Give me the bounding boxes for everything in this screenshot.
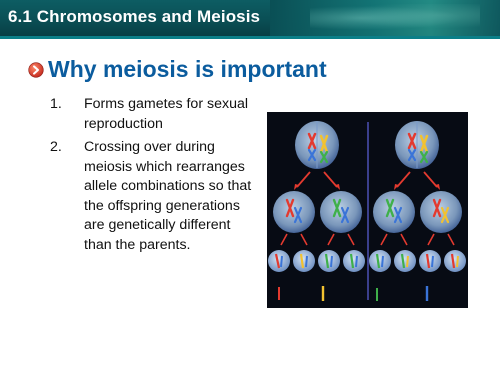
header-banner-image xyxy=(270,0,500,36)
list-item-number: 2. xyxy=(50,139,62,155)
list-item-text: Crossing over during meiosis which rearranges allele combinations so that the offspring generations are genetically different than the parents. xyxy=(84,139,252,253)
daughter-cell xyxy=(320,191,362,233)
list-item-text: Forms gametes for sexual reproduction xyxy=(84,96,249,132)
list-item xyxy=(50,138,255,255)
daughter-cell xyxy=(373,191,415,233)
reasons-list xyxy=(50,95,255,259)
circle-arrow-icon xyxy=(28,62,44,78)
chapter-title: 6.1 Chromosomes and Meiosis xyxy=(8,7,261,26)
gamete-cells-right xyxy=(369,250,466,272)
parent-cell-right xyxy=(395,121,439,169)
daughter-cell xyxy=(273,191,315,233)
daughter-cell xyxy=(420,191,462,233)
meiosis-diagram xyxy=(267,112,468,308)
gamete-cells-left xyxy=(268,250,365,272)
header-bar xyxy=(0,0,500,36)
header-divider xyxy=(0,36,500,39)
slide-title: Why meiosis is important xyxy=(48,56,327,82)
list-item-number: 1. xyxy=(50,96,62,112)
meiosis-illustration xyxy=(267,112,468,308)
parent-cell-left xyxy=(295,121,339,169)
slide-title-row xyxy=(28,56,327,83)
list-item xyxy=(50,95,255,134)
